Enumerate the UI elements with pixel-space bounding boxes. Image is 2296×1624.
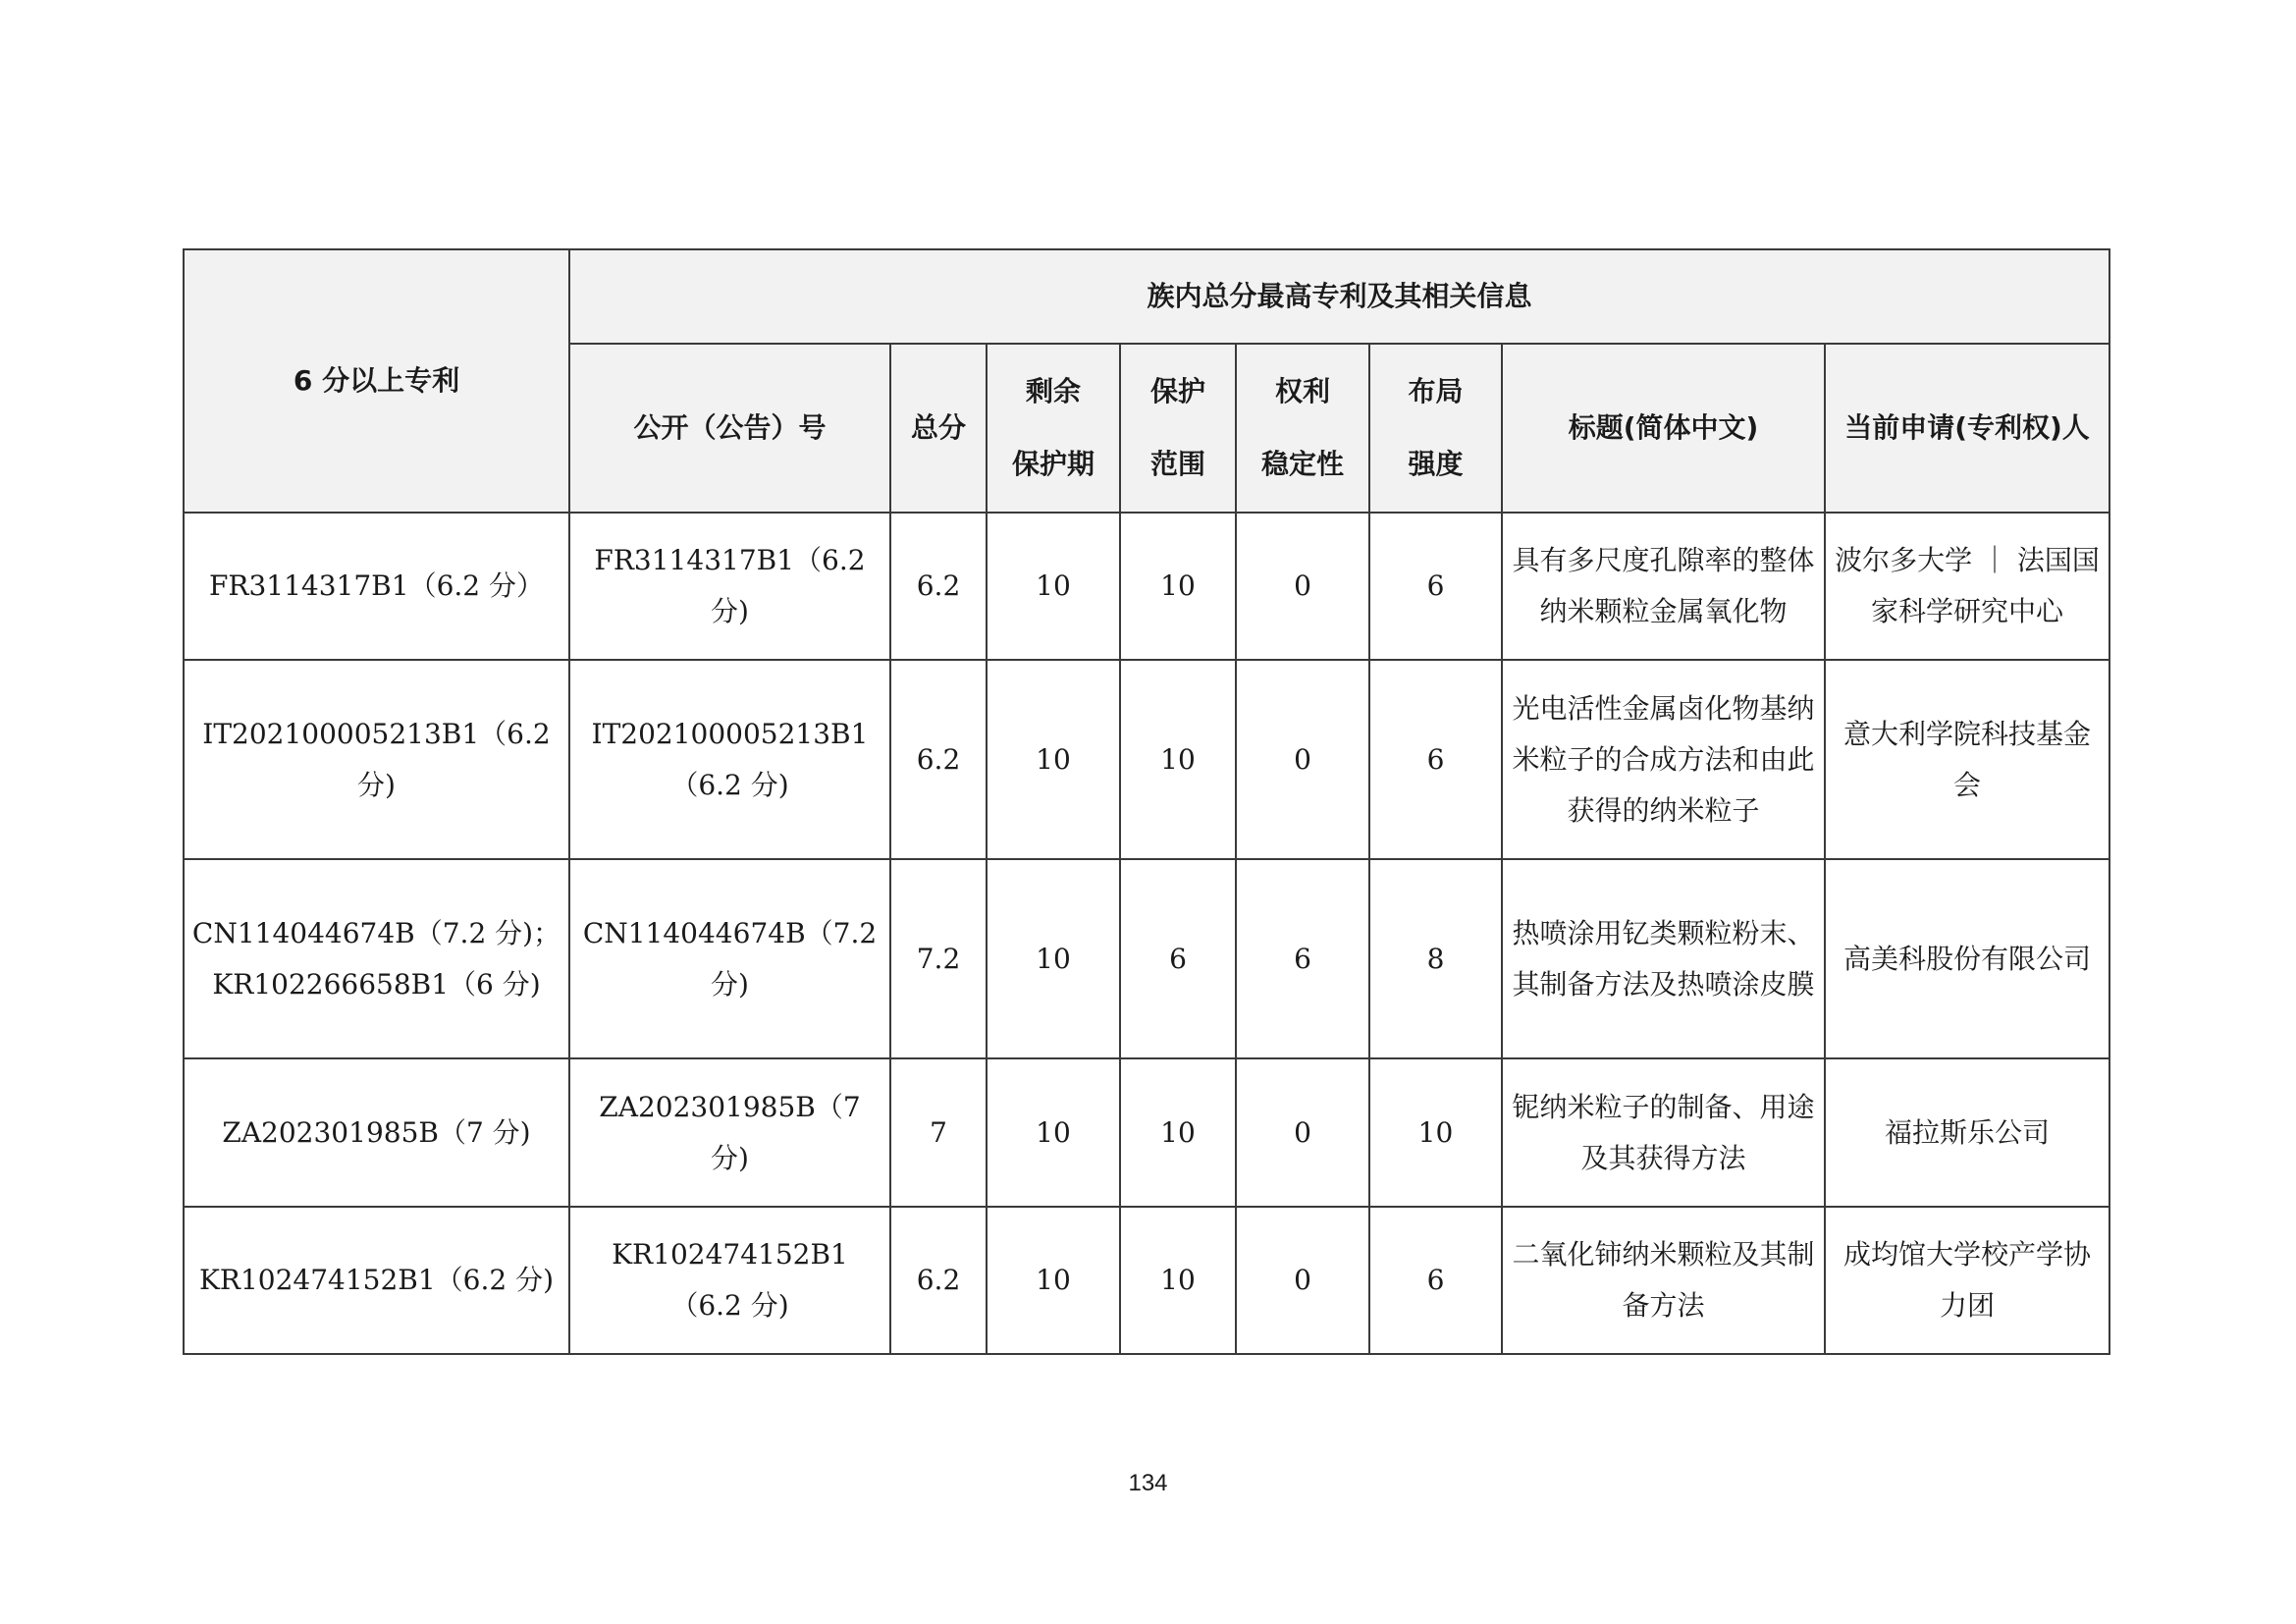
cell-remaining-term: 10 bbox=[987, 660, 1120, 859]
cell-protection-scope: 6 bbox=[1120, 859, 1236, 1058]
table-row bbox=[184, 1207, 2109, 1354]
table-row bbox=[184, 1058, 2109, 1207]
cell-patents: FR3114317B1（6.2 分） bbox=[184, 513, 569, 660]
cell-total-score: 7 bbox=[890, 1058, 987, 1207]
header-protection-scope-line1: 保护 bbox=[1149, 375, 1205, 407]
page-number: 134 bbox=[1128, 1470, 1168, 1496]
header-total-score: 总分 bbox=[890, 344, 987, 513]
cell-owner: 福拉斯乐公司 bbox=[1825, 1058, 2109, 1207]
cell-total-score: 6.2 bbox=[890, 1207, 987, 1354]
cell-layout-strength: 6 bbox=[1369, 513, 1502, 660]
cell-remaining-term: 10 bbox=[987, 1207, 1120, 1354]
header-remaining-term-line2: 保护期 bbox=[1011, 448, 1095, 480]
cell-right-stability: 0 bbox=[1236, 1207, 1369, 1354]
cell-title: 二氧化铈纳米颗粒及其制备方法 bbox=[1502, 1207, 1825, 1354]
cell-layout-strength: 6 bbox=[1369, 1207, 1502, 1354]
cell-pub-no: CN114044674B（7.2 分) bbox=[569, 859, 890, 1058]
header-protection-scope bbox=[1120, 344, 1236, 513]
cell-protection-scope: 10 bbox=[1120, 1058, 1236, 1207]
cell-owner: 高美科股份有限公司 bbox=[1825, 859, 2109, 1058]
cell-title: 铌纳米粒子的制备、用途及其获得方法 bbox=[1502, 1058, 1825, 1207]
cell-pub-no: ZA202301985B（7 分) bbox=[569, 1058, 890, 1207]
table-row bbox=[184, 513, 2109, 660]
cell-layout-strength: 8 bbox=[1369, 859, 1502, 1058]
cell-total-score: 6.2 bbox=[890, 513, 987, 660]
cell-owner: 成均馆大学校产学协力团 bbox=[1825, 1207, 2109, 1354]
cell-title: 热喷涂用钇类颗粒粉末、其制备方法及热喷涂皮膜 bbox=[1502, 859, 1825, 1058]
cell-protection-scope: 10 bbox=[1120, 1207, 1236, 1354]
cell-layout-strength: 6 bbox=[1369, 660, 1502, 859]
header-layout-strength bbox=[1369, 344, 1502, 513]
header-remaining-term-line1: 剩余 bbox=[1025, 375, 1081, 407]
table-row bbox=[184, 859, 2109, 1058]
cell-owner: 意大利学院科技基金会 bbox=[1825, 660, 2109, 859]
cell-layout-strength: 10 bbox=[1369, 1058, 1502, 1207]
header-right-stability-line2: 稳定性 bbox=[1260, 448, 1344, 480]
cell-remaining-term: 10 bbox=[987, 1058, 1120, 1207]
header-pub-no: 公开（公告）号 bbox=[569, 344, 890, 513]
header-group-title: 族内总分最高专利及其相关信息 bbox=[569, 249, 2109, 344]
cell-patents: IT202100005213B1（6.2 分) bbox=[184, 660, 569, 859]
cell-pub-no: FR3114317B1（6.2 分) bbox=[569, 513, 890, 660]
header-right-stability bbox=[1236, 344, 1369, 513]
cell-protection-scope: 10 bbox=[1120, 660, 1236, 859]
cell-patents: CN114044674B（7.2 分)；KR102266658B1（6 分) bbox=[184, 859, 569, 1058]
cell-patents: ZA202301985B（7 分) bbox=[184, 1058, 569, 1207]
cell-total-score: 6.2 bbox=[890, 660, 987, 859]
header-high-score-patents: 6 分以上专利 bbox=[184, 249, 569, 513]
cell-owner: 波尔多大学 ｜ 法国国家科学研究中心 bbox=[1825, 513, 2109, 660]
cell-right-stability: 0 bbox=[1236, 660, 1369, 859]
cell-protection-scope: 10 bbox=[1120, 513, 1236, 660]
cell-right-stability: 0 bbox=[1236, 1058, 1369, 1207]
header-layout-strength-line2: 强度 bbox=[1408, 448, 1464, 480]
header-remaining-term bbox=[987, 344, 1120, 513]
header-layout-strength-line1: 布局 bbox=[1408, 375, 1464, 407]
cell-remaining-term: 10 bbox=[987, 513, 1120, 660]
header-protection-scope-line2: 范围 bbox=[1149, 448, 1205, 480]
cell-right-stability: 0 bbox=[1236, 513, 1369, 660]
header-row-group bbox=[184, 249, 2109, 344]
cell-title: 光电活性金属卤化物基纳米粒子的合成方法和由此获得的纳米粒子 bbox=[1502, 660, 1825, 859]
cell-remaining-term: 10 bbox=[987, 859, 1120, 1058]
header-owner: 当前申请(专利权)人 bbox=[1825, 344, 2109, 513]
patent-table bbox=[183, 248, 2110, 1355]
cell-pub-no: KR102474152B1（6.2 分) bbox=[569, 1207, 890, 1354]
cell-patents: KR102474152B1（6.2 分) bbox=[184, 1207, 569, 1354]
cell-right-stability: 6 bbox=[1236, 859, 1369, 1058]
cell-title: 具有多尺度孔隙率的整体纳米颗粒金属氧化物 bbox=[1502, 513, 1825, 660]
cell-total-score: 7.2 bbox=[890, 859, 987, 1058]
cell-pub-no: IT202100005213B1（6.2 分) bbox=[569, 660, 890, 859]
header-right-stability-line1: 权利 bbox=[1274, 375, 1330, 407]
header-title: 标题(简体中文) bbox=[1502, 344, 1825, 513]
table-row bbox=[184, 660, 2109, 859]
